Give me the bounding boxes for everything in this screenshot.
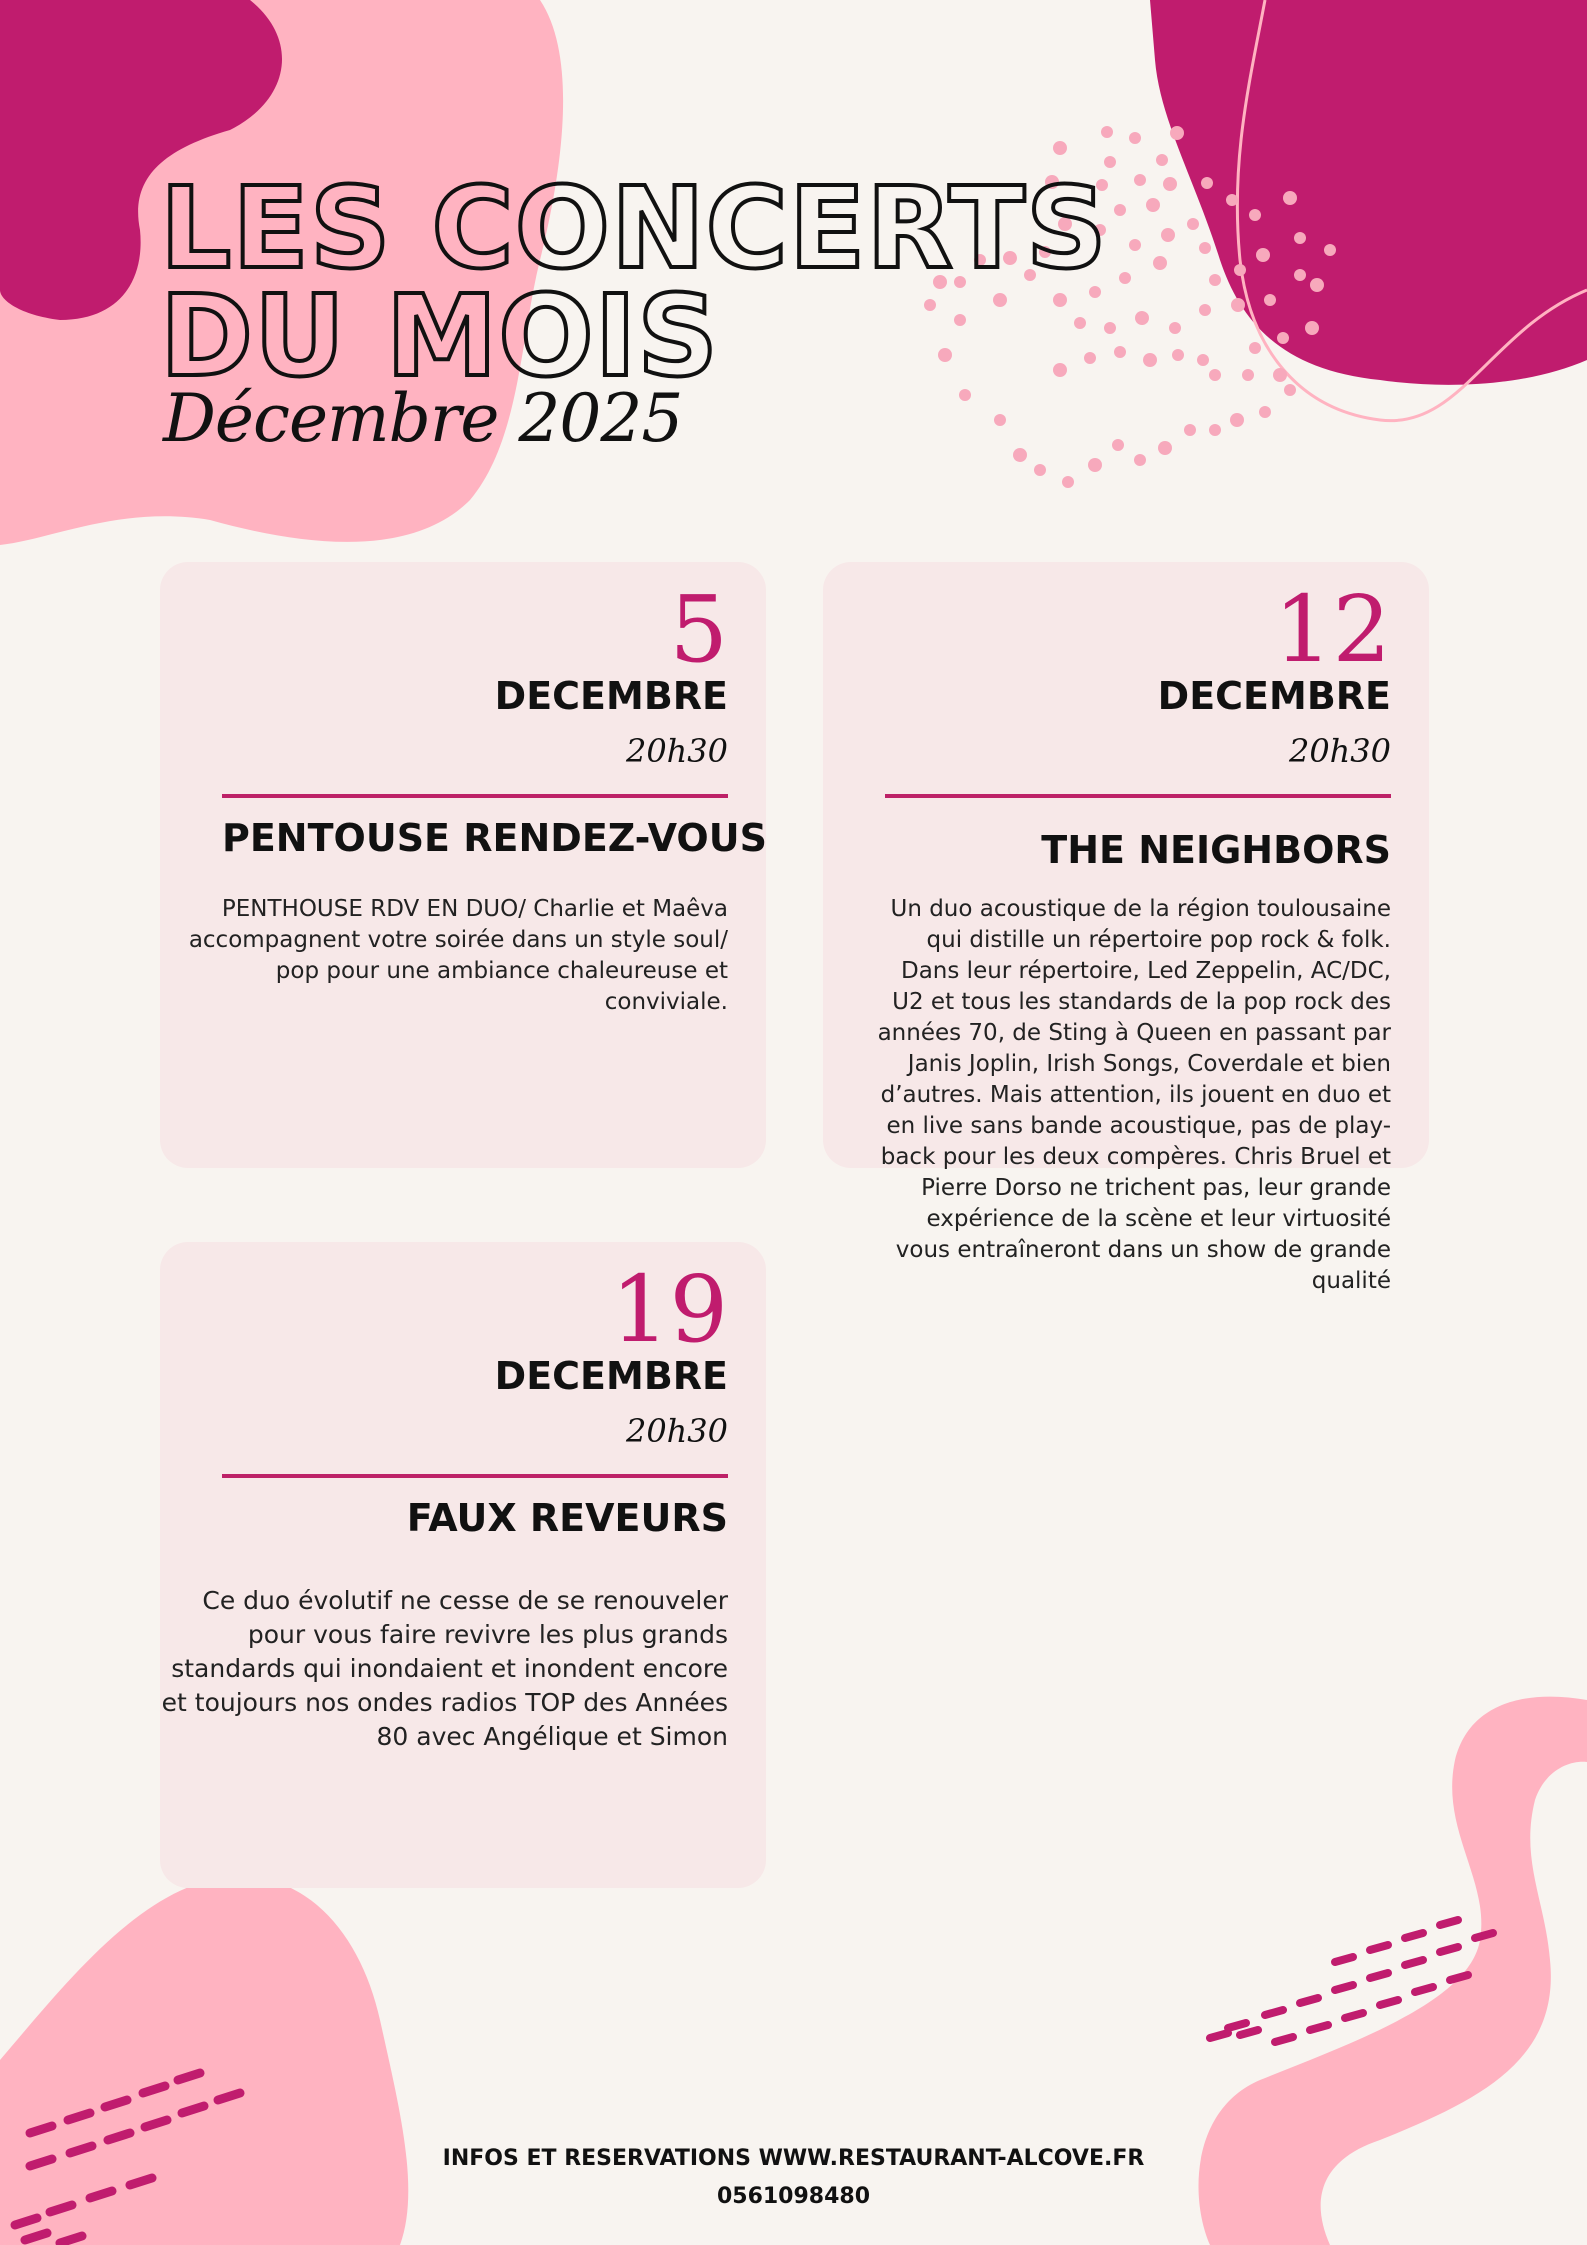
- decorative-dot: [1231, 298, 1245, 312]
- decorative-dot: [1161, 228, 1175, 242]
- decorative-dot: [1305, 321, 1319, 335]
- divider: [222, 1474, 728, 1478]
- decorative-dash: [1475, 1933, 1493, 1938]
- divider: [222, 794, 728, 798]
- decorative-dot: [1088, 458, 1102, 472]
- concert-time: 20h30: [1288, 732, 1391, 770]
- decorative-dot: [1062, 476, 1074, 488]
- decorative-dot: [1201, 177, 1213, 189]
- decorative-dot: [1277, 332, 1289, 344]
- decorative-dot: [1129, 239, 1141, 251]
- page-title: [160, 164, 1108, 402]
- decorative-dot: [1199, 304, 1211, 316]
- decorative-dot: [1053, 141, 1067, 155]
- decorative-dot: [1242, 369, 1254, 381]
- decorative-dash: [1405, 1960, 1423, 1965]
- decorative-dot: [1209, 424, 1221, 436]
- decorative-dot: [1283, 191, 1297, 205]
- decorative-dot: [1294, 269, 1306, 281]
- decorative-dot: [1273, 368, 1287, 382]
- concert-month: DECEMBRE: [494, 1354, 728, 1398]
- divider: [885, 794, 1391, 798]
- decorative-dash: [1440, 1920, 1458, 1925]
- decorative-dot: [1134, 174, 1146, 186]
- decorative-dot: [1156, 154, 1168, 166]
- decorative-dot: [1146, 198, 1160, 212]
- decorative-dot: [1034, 464, 1046, 476]
- concert-month: DECEMBRE: [494, 674, 728, 718]
- concert-day: 12: [1273, 576, 1391, 683]
- decorative-dot: [1187, 218, 1199, 230]
- page-title-line-2: DU MOIS: [160, 272, 719, 402]
- page-title-line-1: LES CONCERTS: [160, 164, 1108, 294]
- decorative-dash: [1300, 1998, 1318, 2003]
- decorative-dot: [1101, 126, 1113, 138]
- concert-card-2: [823, 562, 1429, 1294]
- decorative-dot: [1170, 126, 1184, 140]
- band-name: THE NEIGHBORS: [1041, 828, 1391, 872]
- decorative-dash: [1210, 2033, 1228, 2038]
- decorative-dot: [994, 414, 1006, 426]
- decorative-dot: [1226, 194, 1238, 206]
- decorative-dot: [1230, 413, 1244, 427]
- decorative-dot: [1013, 448, 1027, 462]
- decorative-dot: [1184, 424, 1196, 436]
- decorative-dot: [1143, 353, 1157, 367]
- decorative-dot: [1172, 349, 1184, 361]
- decorative-dash: [1380, 2000, 1398, 2005]
- decorative-dot: [1153, 256, 1167, 270]
- decorative-dot: [1324, 244, 1336, 256]
- decorative-dot: [1310, 278, 1324, 292]
- decorative-dot: [1134, 454, 1146, 466]
- decorative-dot: [1112, 439, 1124, 451]
- decorative-dot: [1163, 177, 1177, 191]
- concert-time: 20h30: [625, 732, 728, 770]
- decorative-dot: [1294, 232, 1306, 244]
- decorative-dash: [1370, 1973, 1388, 1978]
- page-subtitle: Décembre 2025: [163, 380, 683, 457]
- decorative-dot: [1169, 322, 1181, 334]
- band-name: FAUX REVEURS: [406, 1496, 728, 1540]
- concert-time: 20h30: [625, 1412, 728, 1450]
- decorative-dot: [1209, 274, 1221, 286]
- concert-description: Un duo acoustique de la région toulousaine qui distille un répertoire pop rock & folk. Dans leur répertoire, Led Zeppelin, AC/DC, U2 et tous les standards de la pop rock des années 70, de Sting à Queen en passant par Janis Joplin, Irish Songs, Coverdale et bien d’autres. Mais attention, ils jouent en duo et en live sans bande acoustique, pas de play-back pour les deux compères. Chris Bruel et Pierre Dorso ne trichent pas, leur grande expérience de la scène et leur virtuosité vous entraîneront dans un show de grande qualité: [877, 896, 1391, 1294]
- concert-card-1: [160, 562, 766, 1168]
- decorative-dash: [1415, 1987, 1433, 1992]
- decorative-dot: [1209, 369, 1221, 381]
- decorative-dot: [1249, 209, 1261, 221]
- footer-phone: 0561098480: [716, 2184, 871, 2209]
- decorative-dash: [1405, 1933, 1423, 1938]
- decorative-dot: [1119, 272, 1131, 284]
- decorative-dot: [1256, 248, 1270, 262]
- decorative-dot: [1249, 342, 1261, 354]
- decorative-dot: [1114, 346, 1126, 358]
- concert-day: 5: [669, 576, 728, 683]
- decorative-dash: [1265, 2010, 1283, 2015]
- decorative-dot: [1158, 441, 1172, 455]
- concert-card-3: [160, 1242, 766, 1888]
- decorative-dot: [1197, 354, 1209, 366]
- decorative-dash: [1310, 2025, 1328, 2030]
- decorative-dash: [1345, 2013, 1363, 2018]
- footer: [0, 2140, 1587, 2216]
- decorative-dash: [1335, 1957, 1353, 1962]
- decorative-dot: [1284, 384, 1296, 396]
- concert-description: PENTHOUSE RDV EN DUO/ Charlie et Maêva accompagnent votre soirée dans un style soul/ pop pour une ambiance chaleureuse et conviviale.: [188, 896, 728, 1015]
- decorative-dash: [1275, 2037, 1293, 2042]
- decorative-dash: [1335, 1985, 1353, 1990]
- footer-website: INFOS ET RESERVATIONS WWW.RESTAURANT-ALCOVE.FR: [442, 2146, 1145, 2171]
- decorative-dash: [1228, 2023, 1246, 2028]
- decorative-dot: [1114, 204, 1126, 216]
- decorative-dot: [1259, 406, 1271, 418]
- concert-day: 19: [610, 1256, 728, 1363]
- decorative-dot: [1199, 242, 1211, 254]
- decorative-dot: [1264, 294, 1276, 306]
- band-name: PENTOUSE RENDEZ-VOUS: [222, 816, 767, 860]
- concert-month: DECEMBRE: [1157, 674, 1391, 718]
- concert-description: Ce duo évolutif ne cesse de se renouveler pour vous faire revivre les plus grands standards qui inondaient et inondent encore et toujours nos ondes radios TOP des Années 80 avec Angélique et Simon: [161, 1586, 728, 1751]
- decorative-dash: [1370, 1945, 1388, 1950]
- decorative-dot: [1135, 311, 1149, 325]
- decorative-dash: [1240, 2030, 1258, 2035]
- decorative-dot: [1129, 132, 1141, 144]
- decorative-dash: [1450, 1975, 1468, 1980]
- decorative-dot: [1234, 264, 1246, 276]
- magenta-blob-top-right: [1150, 0, 1587, 385]
- decorative-dash: [1440, 1947, 1458, 1952]
